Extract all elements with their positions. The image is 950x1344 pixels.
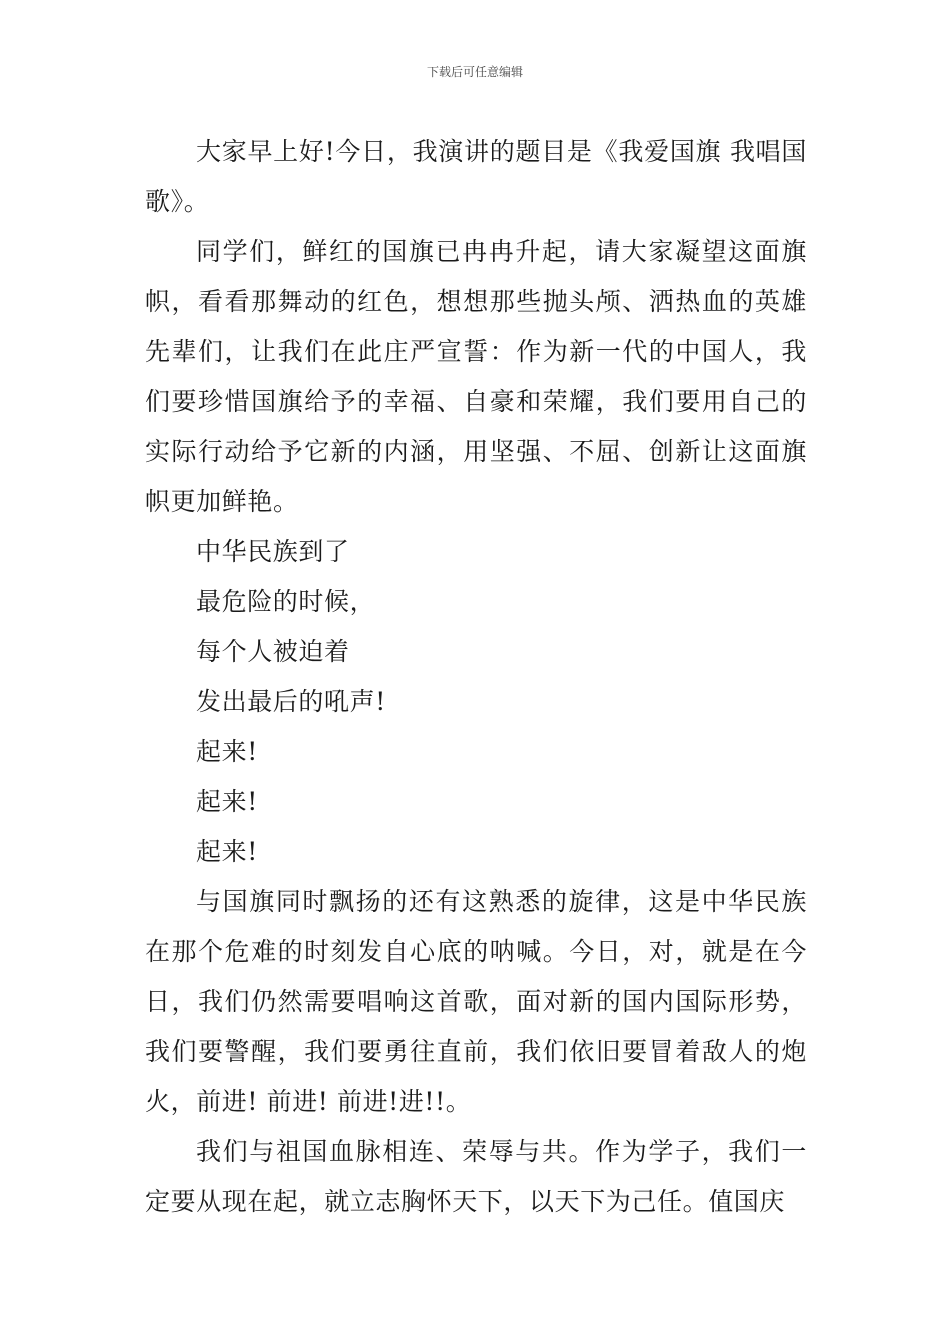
- verse-line: 每个人被迫着: [196, 637, 350, 666]
- document-body: [145, 127, 807, 1227]
- verse-line: 最危险的时候，: [196, 587, 376, 616]
- paragraph-greeting: 大家早上好!今日，我演讲的题目是《我爱国旗 我唱国歌》。: [145, 137, 807, 216]
- page-header: 下载后可任意编辑: [426, 65, 523, 79]
- verse-line: 起来!: [196, 837, 258, 866]
- paragraph-motherland: 我们与祖国血脉相连、荣辱与共。作为学子，我们一定要从现在起，就立志胸怀天下，以天下为己任。值国庆: [145, 1137, 807, 1216]
- paragraph-flag-oath: 同学们，鲜红的国旗已冉冉升起，请大家凝望这面旗帜，看看那舞动的红色，想想那些抛头颅、洒热血的英雄先辈们，让我们在此庄严宣誓：作为新一代的中国人，我们要珍惜国旗给予的幸福、自豪和荣耀，我们要用自己的实际行动给予它新的内涵，用坚强、不屈、创新让这面旗帜更加鲜艳。: [145, 237, 807, 516]
- paragraph-anthem: 与国旗同时飘扬的还有这熟悉的旋律，这是中华民族在那个危难的时刻发自心底的呐喊。今日，对，就是在今日，我们仍然需要唱响这首歌，面对新的国内国际形势，我们要警醒，我们要勇往直前，我们依旧要冒着敌人的炮火，前进! 前进! 前进!进!!。: [145, 887, 807, 1116]
- verse-line: 起来!: [196, 787, 258, 816]
- verse-line: 起来!: [196, 737, 258, 766]
- verse-line: 发出最后的吼声!: [196, 687, 386, 716]
- verse-line: 中华民族到了: [196, 537, 350, 566]
